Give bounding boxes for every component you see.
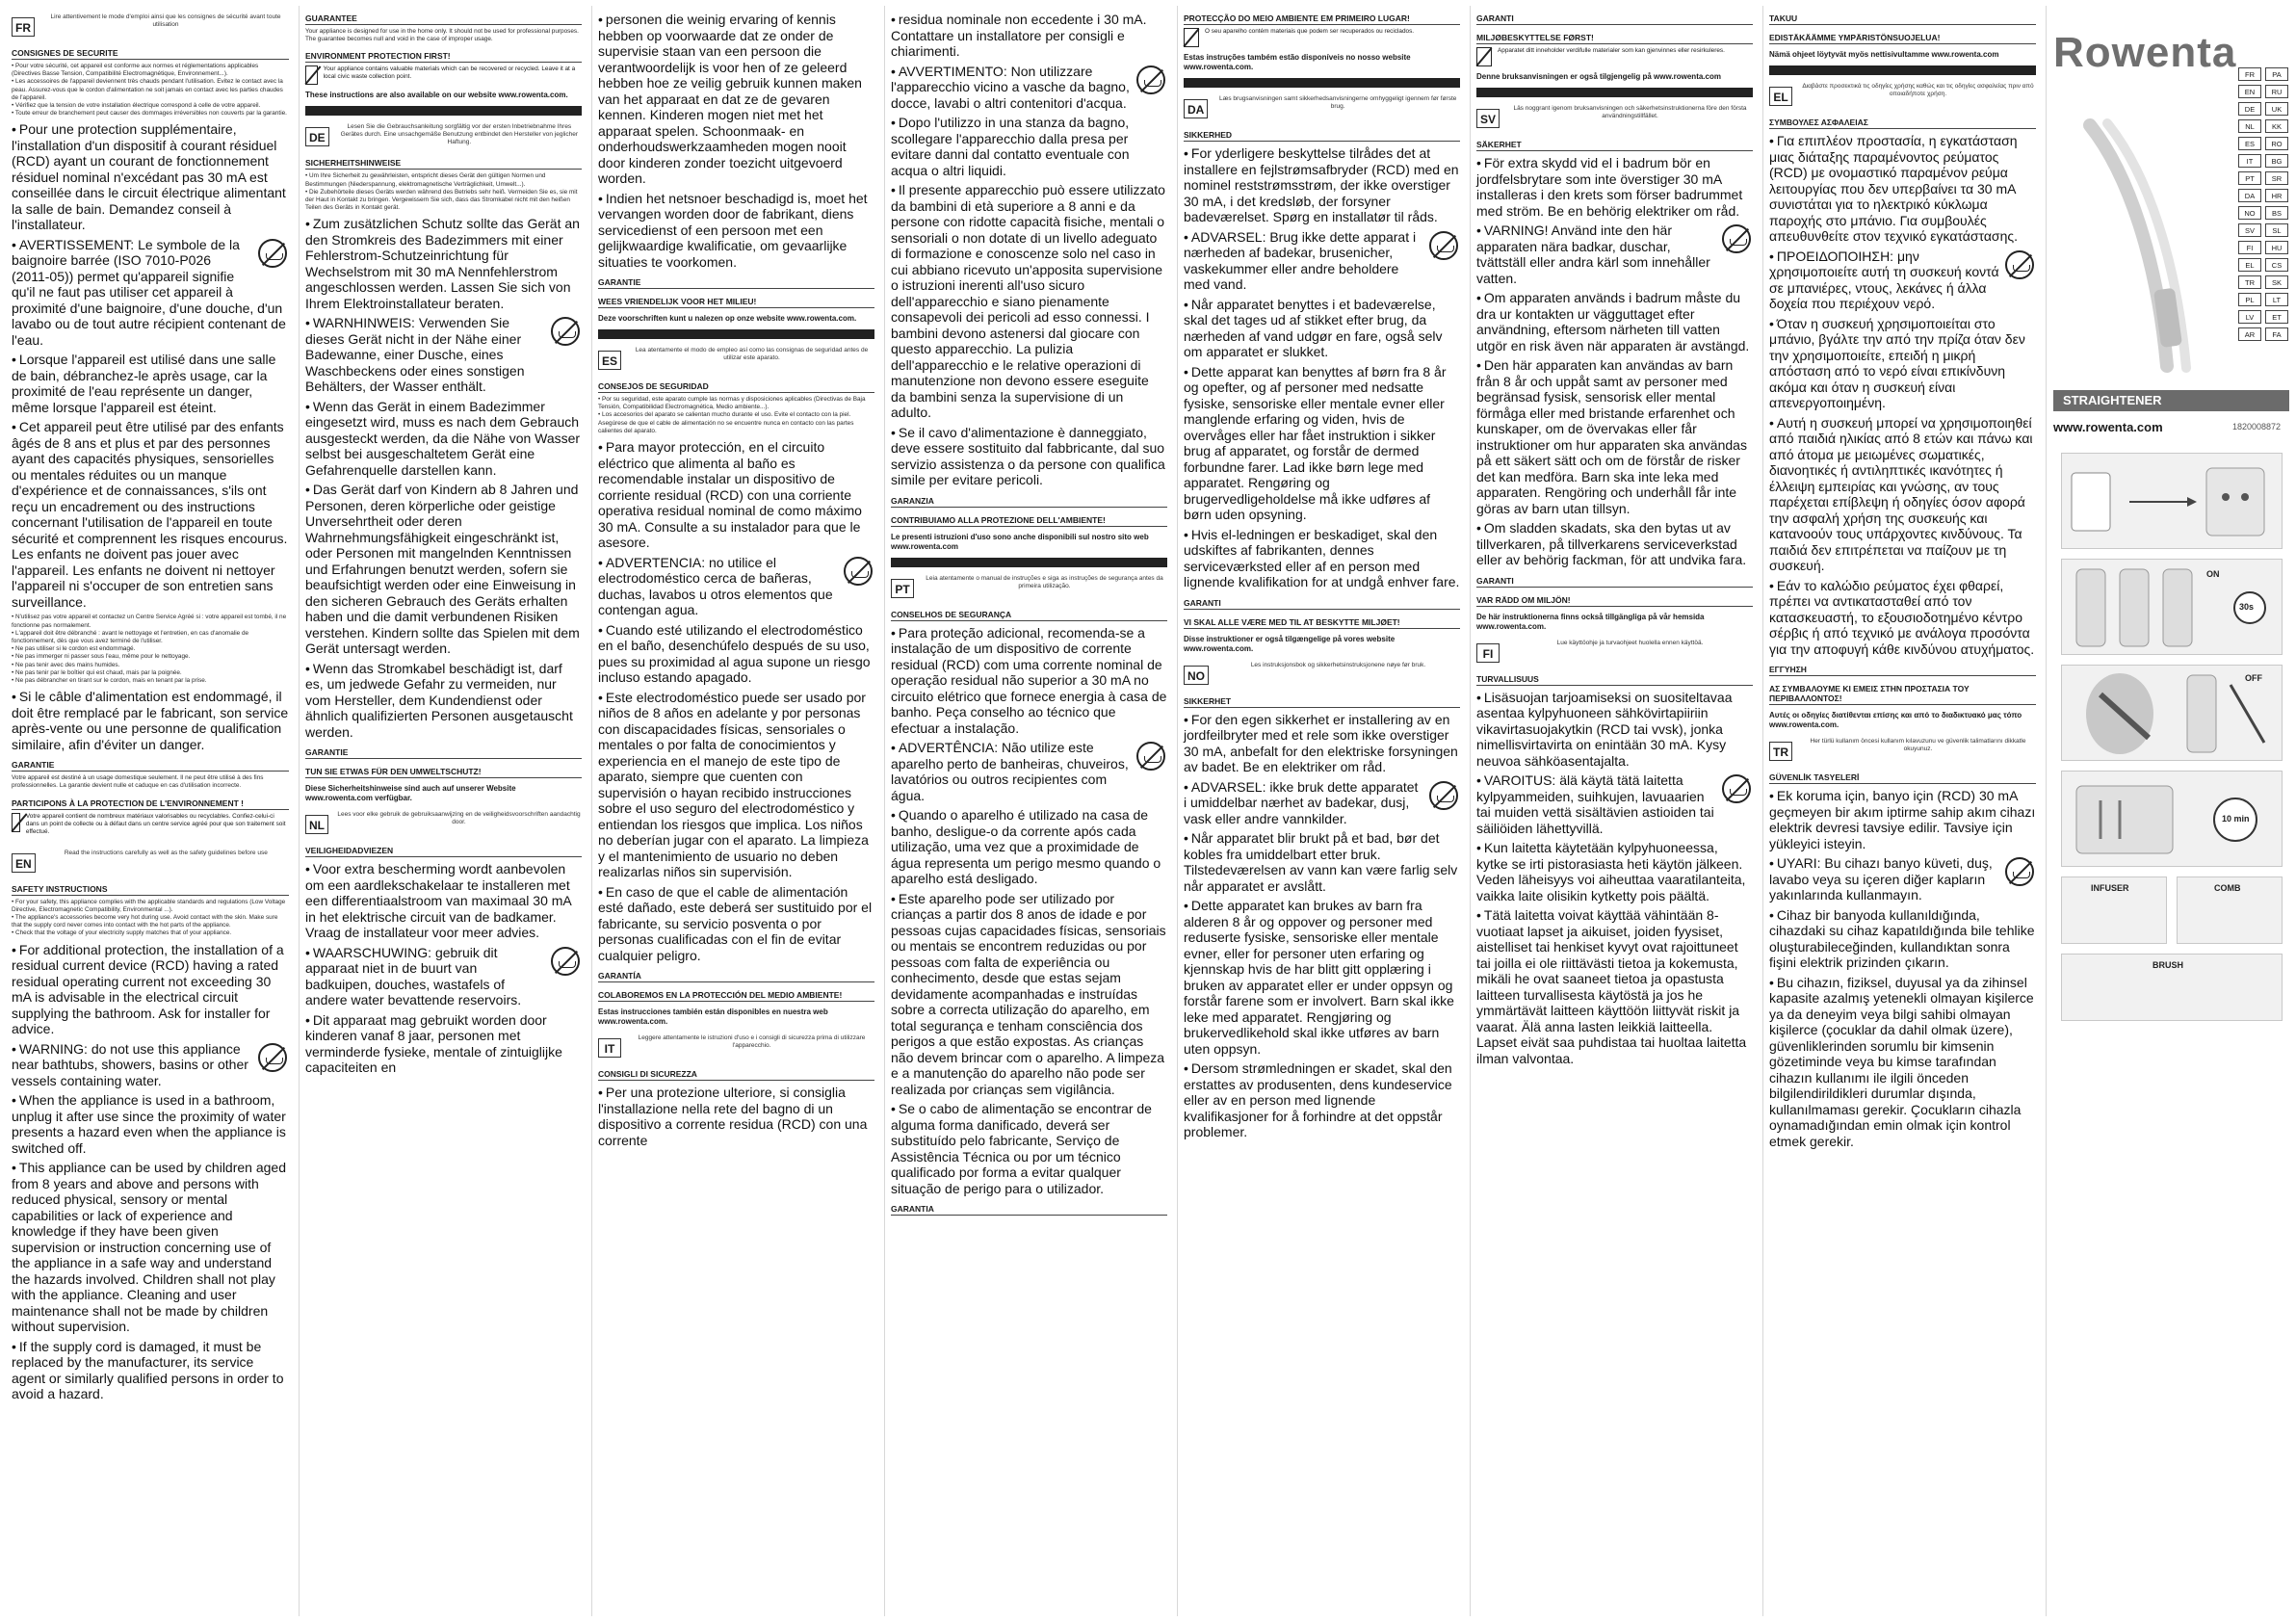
- language-code: UK: [2265, 102, 2288, 116]
- column-fr-en: [6, 6, 295, 1616]
- brand-logo: [2053, 29, 2236, 77]
- no-bath-icon: [844, 557, 873, 586]
- safety-title-pt: CONSELHOS DE SEGURANÇA: [891, 607, 1167, 621]
- web-line-en: These instructions are also available on our website www.rowenta.com.: [305, 91, 568, 100]
- brand-name: Rowenta: [2053, 29, 2237, 76]
- comb-label: COMB: [2214, 883, 2241, 893]
- intro-es: Lea atentamente el modo de empleo así como las consignas de seguridad antes de utilizar este aparato.: [635, 347, 869, 361]
- language-code: DE: [2238, 102, 2261, 116]
- lang-badge-fi: FI: [1476, 643, 1500, 663]
- language-code: FA: [2265, 327, 2288, 341]
- en-bullet-cord: • If the supply cord is damaged, it must be replaced by the manufacturer, its service agent or similarly qualified persons in order to avoid a hazard.: [12, 1339, 289, 1402]
- column-nl-es-it: [591, 6, 880, 1616]
- language-code: SL: [2265, 223, 2288, 237]
- figure-plug: [2061, 453, 2283, 549]
- it-bullet-rcd-cont: • residua nominale non eccedente i 30 mA. Contattare un installatore per consigli e chiarimenti.: [891, 12, 1167, 60]
- divider: [598, 329, 874, 339]
- fr-small-text-2: • N'utilisez pas votre appareil et contactez un Centre Service Agréé si : votre appareil est tombé, il ne fonctionne pas normalement. • L'appareil doit être débranché : avant le nettoyage et l'entretien, en cas d'anomalie de fonctionnement, dès que vous avez terminé de l'utiliser. • Ne pas utiliser si le cordon est endommagé. • Ne pas immerger ni passer sous l'eau, même pour le nettoyage. • Ne pas tenir avec des mains humides. • Ne pas tenir par le boîtier qui est chaud, mais par la poignée. • Ne pas débrancher en tirant sur le cordon, mais en tenant par la prise.: [12, 614, 287, 685]
- language-code: IT: [2238, 154, 2261, 168]
- no-bullet-rcd: • For den egen sikkerhet er installering av en jordfeilbryter med et rele som ikke overstiger 30 mA, anbefalt for den elektriske forsyningen av badet. Be en elektriker om råd.: [1184, 712, 1460, 775]
- env-title-el: ΑΣ ΣΥΜΒΑΛΟΥΜΕ ΚΙ ΕΜΕΙΣ ΣΤΗΝ ΠΡΟΣΤΑΣΙΑ ΤΟΥ ΠΕΡΙΒΑΛΛΟΝΤΟΣ!: [1769, 681, 2036, 705]
- da-bullet-unplug: • Når apparatet benyttes i et badeværelse, skal det tages ud af stikket efter brug, da nærheden af vand udgør en fare, også selv om apparatet er slukket.: [1184, 297, 1460, 360]
- de-bullet-warning: • WARNHINWEIS: Verwenden Sie dieses Gerät nicht in der Nähe einer Badewanne, einer Dusche, eines Waschbeckens oder eines sonstigen Behälters, der Wasser enthält.: [305, 315, 582, 395]
- web-line-da: Disse instruktioner er også tilgængelige på vores website www.rowenta.com.: [1184, 634, 1396, 653]
- lang-badge-es: ES: [598, 351, 621, 370]
- en-small-text: • For your safety, this appliance complies with the applicable standards and regulations (Low Voltage Directive, Electromagnetic Compatibility, Environmental ...). • The appliance's accessories become very hot during use. Avoid contact with the skin. Make sure that the supply cord never comes into contact with the hot parts of the appliance. • Check that the voltage of your electricity supply matches that of your appliance.: [12, 898, 286, 937]
- language-code: FR: [2238, 67, 2261, 81]
- fr-guarantee-text: Votre appareil est destiné à un usage domestique seulement. Il ne peut être utilisé à des fins professionnelles. La garantie devient nulle et caduque en cas d'utilisation incorrecte.: [12, 774, 264, 790]
- sv-bullet-unplug: • Om apparaten används i badrum måste du dra ur kontakten ur vägguttaget efter användning, eftersom närheten till vatten utgör en risk även när apparaten är avstängd.: [1476, 290, 1753, 353]
- intro-tr: Her türlü kullanım öncesi kullanım kılavuzunu ve güvenlik talimatlarını dikkatle okuyunuz.: [1810, 738, 2026, 752]
- lang-badge-sv: SV: [1476, 109, 1500, 128]
- language-code: LV: [2238, 310, 2261, 324]
- lang-badge-tr: TR: [1769, 742, 1792, 761]
- es-bullet-warning: • ADVERTENCIA: no utilice el electrodoméstico cerca de bañeras, duchas, lavabos u otros elementos que contengan agua.: [598, 555, 874, 618]
- de-bullet-rcd: • Zum zusätzlichen Schutz sollte das Gerät an den Stromkreis des Badezimmers mit einer Fehlerstrom-Schutzeinrichtung für Wechselstrom mit 30 mA Nennfehlerstrom angeschlossen werden. Lassen Sie sich von Ihrem Elektroinstallateur beraten.: [305, 216, 582, 311]
- intro-it: Leggere attentamente le istruzioni d'uso e i consigli di sicurezza prima di utilizzare l'apparecchio.: [638, 1034, 866, 1050]
- da-bullet-children: • Dette apparat kan benyttes af børn fra 8 år og opefter, og af personer med nedsatte fysiske, sensoriske eller mentale evner eller manglende erfaring og viden, hvis de overvåges eller har fået instruktion i sikker brug af apparatet, og forstår de dermed forbundne farer. Lad ikke børn lege med apparatet. Rengøring og brugervedligeholdelse må ikke udføres af børn uden opsyning.: [1184, 364, 1460, 523]
- pt-bullet-cord: • Se o cabo de alimentação se encontrar de alguma forma danificado, deverá ser substituído pelo fabricante, Serviço de Assistência Técnica ou por um técnico qualificado por forma a evitar qualquer situação de perigo para o utilizador.: [891, 1101, 1167, 1196]
- intro-el: Διαβάστε προσεκτικά τις οδηγίες χρήσης καθώς και τις οδηγίες ασφαλείας πριν από οποιαδήποτε χρήση.: [1802, 83, 2034, 97]
- language-code: DA: [2238, 189, 2261, 202]
- column-fi-el-tr: [1762, 6, 2042, 1616]
- it-bullet-warning: • AVVERTIMENTO: Non utilizzare l'apparecchio vicino a vasche da bagno, docce, lavabi o altri contenitori d'acqua.: [891, 64, 1167, 112]
- guarantee-title-fi: TAKUU: [1769, 11, 2036, 25]
- straightener-illustration: [2051, 116, 2225, 385]
- en-env-row: Your appliance contains valuable materials which can be recovered or recycled. Leave it at a local civic waste collection point.: [305, 65, 582, 85]
- el-bullet-rcd: • Για επιπλέον προστασία, η εγκατάσταση μιας διάταξης παραμένοντος ρεύματος (RCD) με ονομαστικό παραμένον ρεύμα λειτουργίας που δεν υπερβαίνει τα 30 mA συνιστάται για το ηλεκτρικό κύκλωμα παροχής στο μπάνιο. Για συμβουλές απευθυνθείτε στον τεχνικό εγκατάστασης.: [1769, 133, 2036, 245]
- lang-badge-no: NO: [1184, 666, 1209, 685]
- language-code: TR: [2238, 275, 2261, 289]
- de-bullet-cord: • Wenn das Stromkabel beschädigt ist, darf es, um jedwede Gefahr zu vermeiden, nur vom Hersteller, dem Kundendienst oder ähnlich qualifizierten Personen ausgetauscht werden.: [305, 661, 582, 741]
- cooldown-time-label: 10 min: [2222, 814, 2250, 824]
- language-code: RU: [2265, 85, 2288, 98]
- recycle-bin-icon: [1476, 47, 1492, 66]
- lang-badge-nl: NL: [305, 815, 328, 834]
- tr-bullet-warning: • UYARI: Bu cihazı banyo küveti, duş, lavabo veya su içeren diğer kapların yakınlarında kullanmayın.: [1769, 855, 2036, 903]
- column-it-pt: [884, 6, 1173, 1616]
- no-bath-icon: [551, 947, 580, 976]
- en-bullet-children: • This appliance can be used by children aged from 8 years and above and persons with reduced physical, sensory or mental capabilities or lack of experience and knowledge if they have been given supervision or instruction concerning use of the appliance in a safe way and understand the hazards involved. Children shall not play with the appliance. Cleaning and user maintenance shall not be made by children without supervision.: [12, 1160, 289, 1335]
- column-en-de-nl: [299, 6, 587, 1616]
- da-bullet-rcd: • For yderligere beskyttelse tilrådes det at installere en fejlstrømsafbryder (RCD) med en nominel reststrømsstrøm, der ikke overstiger 30 mA, i det kredsløb, der forsyner badeværelset. Spørg en installatør til råds.: [1184, 145, 1460, 225]
- es-small-text: • Por su seguridad, este aparato cumple las normas y disposiciones aplicables (Directivas de Baja Tensión, Compatibilidad Electromagnética, Medio ambiente...). • Los accesorios del aparato se calientan mucho durante el uso. Evite el contacto con la piel. Asegúrese de que el cable de alimentación no se encuentre nunca en contacto con las partes calientes del aparato.: [598, 396, 866, 434]
- tr-bullet-rcd: • Ek koruma için, banyo için (RCD) 30 mA geçmeyen bir akım iptirme sahip akım cihazı elektrik devresi tavsiye edilir. Tavsiye için yükleyici isteyin.: [1769, 788, 2036, 851]
- fr-bullet-unplug: • Lorsque l'appareil est utilisé dans une salle de bain, débranchez-le après usage, car la proximité de l'eau représente un danger, même lorsque l'appareil est éteint.: [12, 352, 289, 415]
- guarantee-title-de: GARANTIE: [305, 745, 582, 759]
- da-bullet-cord: • Hvis el-ledningen er beskadiget, skal den udskiftes af fabrikanten, dennes serviceværksted eller af en person med lignende kvalifikation for at undgå enhver fare.: [1184, 527, 1460, 590]
- web-line-pt: Estas instruções também estão disponíveis no nosso website www.rowenta.com.: [1184, 53, 1411, 71]
- language-code: EN: [2238, 85, 2261, 98]
- infuser-label: INFUSER: [2091, 883, 2129, 893]
- figure-comb: [2177, 876, 2283, 944]
- guarantee-title-no: GARANTI: [1476, 11, 1753, 25]
- lang-badge-de: DE: [305, 127, 329, 146]
- guarantee-text-en: Your appliance is designed for use in the home only. It should not be used for professional purposes. The guarantee becomes null and void in the case of improper usage.: [305, 28, 579, 43]
- cover-url: www.rowenta.com: [2053, 420, 2163, 434]
- no-bath-icon: [1136, 65, 1165, 94]
- intro-pt: Leia atentamente o manual de instruções e siga as instruções de segurança antes da primeira utilização.: [926, 574, 1163, 589]
- figure-use: [2061, 665, 2283, 761]
- safety-title-el: ΣΥΜΒΟΥΛΕΣ ΑΣΦΑΛΕΙΑΣ: [1769, 115, 2036, 129]
- safety-title-fi: TURVALLISUUS: [1476, 671, 1753, 686]
- column-no-sv-fi: [1470, 6, 1759, 1616]
- language-code: SK: [2265, 275, 2288, 289]
- env-title-de: TUN SIE ETWAS FÜR DEN UMWELTSCHUTZ!: [305, 764, 582, 778]
- fr-env-row: Votre appareil contient de nombreux matériaux valorisables ou recyclables. Confiez-celui-ci dans un point de collecte ou à défaut dans un centre service agréé pour que son traitement soit effectué.: [12, 813, 289, 836]
- sv-bullet-warning: • VARNING! Använd inte den här apparaten nära badkar, duschar, tvättställ eller andra kärl som innehåller vatten.: [1476, 222, 1753, 286]
- el-bullet-children: • Αυτή η συσκευή μπορεί να χρησιμοποιηθεί από παιδιά ηλικίας από 8 ετών και πάνω και από άτομα με μειωμένες σωματικές, διανοητικές ή αντιληπτικές ικανότητες ή έλλειψη εμπειρίας και γνώσης, αν τους παρέχεται επίβλεψη ή οδηγίες όσον αφορά την ασφαλή χρήση της συσκευής και κατανοούν τους υπάρχοντες κινδύνους. Τα παιδιά δεν επιτρέπεται να παίζουν με τη συσκευή.: [1769, 415, 2036, 574]
- es-bullet-rcd: • Para mayor protección, en el circuito eléctrico que alimenta al baño es recomendable instalar un dispositivo de corriente residual (RCD) con una corriente operativa residual nominal de como máximo 30 mA. Consulte a su instalador para que le asesore.: [598, 439, 874, 551]
- el-bullet-cord: • Εάν το καλώδιο ρεύματος έχει φθαρεί, πρέπει να αντικατασταθεί από τον κατασκευαστή, το εξουσιοδοτημένο κέντρο σέρβις ή από τεχνικό με ανάλογα προσόντα για την αποφυγή κάθε κινδύνου ατυχήματος.: [1769, 578, 2036, 658]
- web-line-no: Denne bruksanvisningen er også tilgjengelig på www.rowenta.com: [1476, 72, 1721, 81]
- el-bullet-unplug: • Όταν η συσκευή χρησιμοποιείται στο μπάνιο, βγάλτε την από την πρίζα όταν δεν την χρησιμοποιείτε, επειδή η μικρή απόσταση από το νερό είναι επικίνδυνη ακόμα και όταν η συσκευή είναι απενεργοποιημένη.: [1769, 316, 2036, 411]
- no-bath-icon: [1722, 224, 1751, 253]
- safety-title-nl: VEILIGHEIDADVIEZEN: [305, 843, 582, 857]
- env-title-sv: VAR RÄDD OM MILJÖN!: [1476, 592, 1753, 607]
- guarantee-title-pt: GARANTIA: [891, 1201, 1167, 1216]
- intro-de: Lesen Sie die Gebrauchsanleitung sorgfältig vor der ersten Inbetriebnahme Ihres Gerätes durch. Eine unsachgemäße Benutzung entbindet den Hersteller von jeglicher Haftung.: [340, 123, 579, 146]
- de-small-text: • Um Ihre Sicherheit zu gewährleisten, entspricht dieses Gerät den gültigen Normen und Bestimmungen (Niederspannung, elektromagnetische Verträglichkeit, Umwelt...). • Die Zubehörteile dieses Geräts werden während des Betriebs sehr heiß. Vermeiden Sie es, sie mit der Haut in Kontakt zu bringen. Vergewissern Sie sich, dass das Stromkabel nicht mit den heißen Teilen des Geräts in Kontakt gerät.: [305, 172, 578, 212]
- lang-badge-it: IT: [598, 1038, 621, 1058]
- no-bath-icon: [1429, 231, 1458, 260]
- web-line-sv: De här instruktionerna finns också tillgängliga på vår hemsida www.rowenta.com.: [1476, 612, 1705, 631]
- guarantee-title-es: GARANTÍA: [598, 968, 874, 982]
- divider: [305, 106, 582, 116]
- no-bullet-cord: • Dersom strømledningen er skadet, skal den erstattes av produsenten, dens kundeservice eller av en person med lignende kvalifikasjoner for å forhindre at det oppstår problemer.: [1184, 1060, 1460, 1140]
- tr-bullet-children: • Bu cihazın, fiziksel, duyusal ya da zihinsel kapasite azalmış yetenekli olmayan kişilerce ya da deneyim veya bilgi sahibi olmayan kişilerce (çocuklar da dahil olmak üzere), güvenliklerinden sorumlu bir kimsenin gözetiminde veya bu kimse tarafından cihazın kullanımı ile ilgili önceden bilgilendirildikleri durumlar dışında, kullanılmaması gerekir. Çocukların cihazla oynamadığından emin olmak için kontrol etmek gerekir.: [1769, 975, 2036, 1150]
- no-bath-icon: [258, 239, 287, 268]
- fi-bullet-unplug: • Kun laitetta käytetään kylpyhuoneessa, kytke se irti pistorasiasta heti käytön jälkeen. Veden läheisyys voi aiheuttaa vaaratilanteita, vaikka laite olisikin kytketty pois päältä.: [1476, 840, 1753, 903]
- tr-bullet-unplug: • Cihaz bir banyoda kullanıldığında, cihazdaki su cihaz kapatıldığında bile tehlike oluşturabileceğinden, kullandıktan sonra fişini elektrik prizinden çıkarın.: [1769, 907, 2036, 971]
- intro-en: Read the instructions carefully as well as the safety guidelines before use: [64, 849, 268, 856]
- cooldown-illustration: [2062, 772, 2283, 868]
- it-bullet-unplug: • Dopo l'utilizzo in una stanza da bagno, scollegare l'apparecchio dalla presa per evitare danni dal contatto eventuale con acqua o altri liquidi.: [891, 115, 1167, 178]
- language-code: LT: [2265, 293, 2288, 306]
- safety-title-it: CONSIGLI DI SICUREZZA: [598, 1066, 874, 1081]
- guarantee-title-sv: GARANTI: [1476, 573, 1753, 588]
- guarantee-title-da: GARANTI: [1184, 595, 1460, 610]
- off-label: OFF: [2245, 673, 2262, 683]
- safety-title-tr: GÜVENLİK TASYELERİ: [1769, 770, 2036, 784]
- language-code: RO: [2265, 137, 2288, 150]
- env-title-nl: WEES VRIENDELIJK VOOR HET MILIEU!: [598, 294, 874, 308]
- lang-badge-en: EN: [12, 853, 36, 873]
- divider: [1184, 78, 1460, 88]
- web-line-de: Diese Sicherheitshinweise sind auch auf unserer Website www.rowenta.com verfügbar.: [305, 784, 516, 803]
- guarantee-title-el: ΕΓΓΥΗΣΗ: [1769, 662, 2036, 676]
- da-bullet-warning: • ADVARSEL: Brug ikke dette apparat i nærheden af badekar, brusenicher, vaskekummer eller andre beholdere med vand.: [1184, 229, 1460, 293]
- column-pt-da-no: [1177, 6, 1466, 1616]
- plug-illustration: [2062, 454, 2283, 550]
- web-line-nl: Deze voorschriften kunt u nalezen op onze website www.rowenta.com.: [598, 314, 857, 323]
- env-title-it: CONTRIBUIAMO ALLA PROTEZIONE DELL'AMBIENTE!: [891, 512, 1167, 527]
- no-bath-icon: [2005, 250, 2034, 279]
- product-title: STRAIGHTENER: [2053, 390, 2289, 411]
- no-bath-icon: [1429, 781, 1458, 810]
- language-code: EL: [2238, 258, 2261, 272]
- no-bullet-children: • Dette apparatet kan brukes av barn fra alderen 8 år og oppover og personer med reduserte fysiske, sensoriske eller mentale evner, eller for personer uten erfaring og kjennskap hvis de har blitt gitt opplæring i bruken av apparatet eller er under oppsyn og forstår farene som er involvert. Barn skal ikke leke med apparatet. Rengjøring og brukervedlikehold skal ikke utføres av barn uten oppsyn.: [1184, 898, 1460, 1057]
- fi-bullet-children: • Tätä laitetta voivat käyttää vähintään 8-vuotiaat lapset ja aikuiset, joiden fyysiset, aistelliset tai henkiset kyvyt ovat rajoittuneet tai joilla ei ole riittävästi tietoa ja kokemusta, mikäli he ovat saaneet tietoa ja opastusta laitteen turvallisesta käytöstä ja jos he ymmärtävät laitteen käyttöön liittyvät riskit ja vaarat. Älä anna lasten leikkiä laitteella. Lapset eivät saa puhdistaa tai huoltaa laitetta ilman valvontaa.: [1476, 907, 1753, 1066]
- env-title-en: ENVIRONMENT PROTECTION FIRST!: [305, 48, 582, 63]
- language-code: SR: [2265, 171, 2288, 185]
- language-code: ES: [2238, 137, 2261, 150]
- lang-badge-da: DA: [1184, 99, 1208, 118]
- nl-bullet-rcd: • Voor extra bescherming wordt aanbevolen om een aardlekschakelaar te installeren met een differentiaalstroom van maximaal 30 mA in het elektrische circuit van de badkamer. Vraag de installateur voor meer advies.: [305, 861, 582, 941]
- en-bullet-rcd: • For additional protection, the installation of a residual current device (RCD) having a rated residual operating current not exceeding 30 mA is advisable in the electrical circuit supplying the bathroom. Ask for installer for advice.: [12, 942, 289, 1037]
- figure-infuser: [2061, 876, 2167, 944]
- safety-title-sv: SÄKERHET: [1476, 137, 1753, 151]
- pt-env-row: O seu aparelho contém materiais que podem ser recuperados ou reciclados.: [1184, 28, 1460, 47]
- en-bullet-warning: • WARNING: do not use this appliance near bathtubs, showers, basins or other vessels containing water.: [12, 1041, 289, 1089]
- language-code: BG: [2265, 154, 2288, 168]
- fr-bullet-rcd: • Pour une protection supplémentaire, l'installation d'un dispositif à courant résiduel (RCD) ayant un courant de fonctionnement résiduel nominal n'excédant pas 30 mA est conseillée dans le circuit électrique alimentant la salle de bain. Demandez conseil à l'installateur.: [12, 121, 289, 233]
- pt-bullet-unplug: • Quando o aparelho é utilizado na casa de banho, desligue-o da corrente após cada utilização, uma vez que a proximidade de água representa um perigo mesmo quando o aparelho está desligado.: [891, 807, 1167, 887]
- intro-fi: Lue käyttöohje ja turvaohjeet huolella ennen käyttöä.: [1556, 639, 1704, 646]
- env-title-da: VI SKAL ALLE VÆRE MED TIL AT BESKYTTE MILJØET!: [1184, 615, 1460, 629]
- language-code: PL: [2238, 293, 2261, 306]
- guarantee-title-nl: GARANTIE: [598, 275, 874, 289]
- recycle-bin-icon: [305, 65, 318, 85]
- safety-title-es: CONSEJOS DE SEGURIDAD: [598, 379, 874, 393]
- no-env-row: Apparatet ditt inneholder verdifulle materialer som kan gjenvinnes eller resirkuleres.: [1476, 47, 1753, 66]
- intro-nl: Lees voor elke gebruik de gebruiksaanwijzing en de veiligheidsvoorschriften aandachtig door.: [337, 811, 581, 826]
- figure-on: [2061, 559, 2283, 655]
- safety-title-no: SIKKERHET: [1184, 693, 1460, 708]
- es-bullet-unplug: • Cuando esté utilizando el electrodoméstico en el baño, desenchúfelo después de su uso, pues su proximidad al agua supone un riesgo incluso estando apagado.: [598, 622, 874, 686]
- nl-bullet-children-cont: • personen die weinig ervaring of kennis hebben op voorwaarde dat ze onder de supervisie staan van een persoon die verantwoordelijk is voor hen of ze geleerd hebben hoe ze veilig gebruik kunnen maken van het apparaat en dat ze de gevaren kennen. Kinderen mogen niet met het apparaat spelen. Schoonmaak- en onderhoudswerkzaamheden mogen nooit door kinderen zonder toezicht uitgevoerd worden.: [598, 12, 874, 187]
- language-code: NO: [2238, 206, 2261, 220]
- instruction-figures: [2061, 453, 2292, 1031]
- intro-fr: Lire attentivement le mode d'emploi ainsi que les consignes de sécurité avant toute utilisation: [50, 13, 281, 28]
- fr-small-text: • Pour votre sécurité, cet appareil est conforme aux normes et réglementations applicables (Directives Basse Tension, Compatibilité Electromagnétique, Environnement...). • Les accessoires de l'appareil deviennent très chauds pendant l'utilisation. Evitez le contact avec la peau. Assurez-vous que le cordon d'alimentation ne soit jamais en contact avec les parties chaudes de l'appareil. • Vérifiez que la tension de votre installation électrique correspond à celle de votre appareil. • Toute erreur de branchement peut causer des dommages irréversibles non couverts par la garantie.: [12, 63, 287, 118]
- recycle-bin-icon: [12, 813, 20, 832]
- es-bullet-children: • Este electrodoméstico puede ser usado por niños de 8 años en adelante y por personas con discapacidades físicas, sensoriales o mentales o por falta de conocimientos y experiencia en el manejo de este tipo de aparato, siempre que cuenten con supervisión o hayan recibido instrucciones sobre el uso seguro del electrodoméstico y entiendan los riesgos que implica. Los niños no deberían jugar con el aparato. La limpieza y el mantenimiento de usuario no deben realizarlas niños sin supervisión.: [598, 690, 874, 880]
- lang-badge-el: EL: [1769, 87, 1792, 106]
- language-code: FI: [2238, 241, 2261, 254]
- language-code: ET: [2265, 310, 2288, 324]
- language-code: KK: [2265, 119, 2288, 133]
- language-code: HR: [2265, 189, 2288, 202]
- recycle-bin-icon: [1184, 28, 1199, 47]
- safety-title-da: SIKKERHED: [1184, 127, 1460, 142]
- de-bullet-children: • Das Gerät darf von Kindern ab 8 Jahren und Personen, deren körperliche oder geistige Unversehrtheit oder deren Wahrnehmungsfähigkeit eingeschränkt ist, oder Personen mit mangelnden Kenntnissen und Erfahrungen benutzt werden, sofern sie beaufsichtigt werden oder eine Einweisung in den sicheren Gebrauch des Geräts erhalten haben und die damit verbundenen Risiken verstehen. Kindern sollte das Spielen mit dem Gerät untersagt werden.: [305, 482, 582, 657]
- no-bath-icon: [551, 317, 580, 346]
- it-bullet-children: • Il presente apparecchio può essere utilizzato da bambini di età superiore a 8 anni e da persone con ridotte capacità fisiche, mentali o sensoriali o non dotate di un livello adeguato di formazione e conoscenze solo nel caso in cui abbiano ricevuto un'apposita supervisione o istruzioni inerenti all'uso sicuro dell'apparecchio e siano pienamente consapevoli dei pericoli ad esso connessi. I bambini devono astenersi dal giocare con questo apparecchio. La pulizia dell'apparecchio e le relative operazioni di manutenzione non devono essere eseguite da bambini senza la supervisione di un adulto.: [891, 182, 1167, 421]
- divider: [891, 558, 1167, 567]
- fi-bullet-rcd: • Lisäsuojan tarjoamiseksi on suositeltavaa asentaa kylpyhuoneen sähkövirtapiiriin vikavirtasuojakytkin (RCD tai vvsk), jonka nimellisvirtavirta on enintään 30 mA. Kysy neuvoa sähköasentajalta.: [1476, 690, 1753, 770]
- no-bullet-unplug: • Når apparatet blir brukt på et bad, bør det kobles fra umiddelbart etter bruk. Tilstedeværelsen av vann kan være farlig selv når apparatet er avslått.: [1184, 830, 1460, 894]
- web-line-it: Le presenti istruzioni d'uso sono anche disponibili sul nostro sito web www.rowenta.com: [891, 532, 1149, 551]
- pt-bullet-warning: • ADVERTÊNCIA: Não utilize este aparelho perto de banheiras, chuveiros, lavatórios ou outros recipientes com água.: [891, 740, 1167, 803]
- intro-no: Les instruksjonsbok og sikkerhetsinstruksjonene nøye før bruk.: [1250, 661, 1426, 668]
- guarantee-title-it: GARANZIA: [891, 493, 1167, 508]
- nl-bullet-warning: • WAARSCHUWING: gebruik dit apparaat niet in de buurt van badkuipen, douches, wastafels of andere water bevattende reservoirs.: [305, 945, 582, 1008]
- fr-bullet-cord: • Si le câble d'alimentation est endommagé, il doit être remplacé par le fabricant, son service après-vente ou une personne de qualification similaire, afin d'éviter un danger.: [12, 689, 289, 752]
- guarantee-title-en: GUARANTEE: [305, 11, 582, 25]
- sv-bullet-children: • Den här apparaten kan användas av barn från 8 år och uppåt samt av personer med begränsad fysisk, sensorisk eller mental förmåga eller med bristande erfarenhet och kunskaper, om de övervakas eller får instruktioner om hur apparaten ska användas på ett säkert sätt och om de förstår de risker det kan medföra. Barn ska inte leka med apparaten. Rengöring och underhåll får inte göras av barn utan tillsyn.: [1476, 357, 1753, 516]
- nl-bullet-cord: • Indien het netsnoer beschadigd is, moet het vervangen worden door de fabrikant, diens servicedienst of een persoon met een gelijkwaardige kwalificatie, om gevaarlijke situaties te voorkomen.: [598, 191, 874, 271]
- web-line-el: Αυτές οι οδηγίες διατίθενται επίσης και από το διαδικτυακό μας τόπο www.rowenta.com.: [1769, 711, 2022, 729]
- divider: [1476, 88, 1753, 97]
- language-code: AR: [2238, 327, 2261, 341]
- intro-sv: Läs noggrant igenom bruksanvisningen och säkerhetsinstruktionerna före den första användningstillfället.: [1513, 105, 1747, 119]
- el-bullet-warning: • ΠΡΟΕΙΔΟΠΟΙΗΣΗ: μην χρησιμοποιείτε αυτή τη συσκευή κοντά σε μπανιέρες, ντους, λεκάνες ή άλλα δοχεία που περιέχουν νερό.: [1769, 249, 2036, 312]
- it-bullet-cord: • Se il cavo d'alimentazione è danneggiato, deve essere sostituito dal fabbricante, dal suo servizio assistenza o da persone con qualifica simile per evitare pericoli.: [891, 425, 1167, 488]
- divider: [1769, 65, 2036, 75]
- guarantee-title-fr: GARANTIE: [12, 757, 289, 772]
- lang-badge-fr: FR: [12, 17, 35, 37]
- pt-bullet-rcd: • Para proteção adicional, recomenda-se a instalação de um dispositivo de corrente residual (RCD) com uma corrente nominal de operação residual não superior a 30 mA no circuito elétrico que fornece energia à casa de banho. Peça conselho ao técnico que efectuar a instalação.: [891, 625, 1167, 737]
- web-line-fi: Nämä ohjeet löytyvät myös nettisivultamme www.rowenta.com: [1769, 50, 1999, 59]
- no-bullet-warning: • ADVARSEL: ikke bruk dette apparatet i umiddelbar nærhet av badekar, dusj, vask eller andre vannkilder.: [1184, 779, 1460, 827]
- figure-brush: [2061, 954, 2283, 1021]
- env-title-no: MILJØBESKYTTELSE FØRST!: [1476, 30, 1753, 44]
- brush-label: BRUSH: [2152, 960, 2184, 970]
- no-bath-icon: [1136, 742, 1165, 771]
- timer-label: 30s: [2239, 602, 2255, 612]
- env-title-pt: PROTECÇÃO DO MEIO AMBIENTE EM PRIMEIRO LUGAR!: [1184, 11, 1460, 25]
- es-bullet-cord: • En caso de que el cable de alimentación esté dañado, este deberá ser sustituido por el fabricante, su servicio posventa o por personas cualificadas con el fin de evitar cualquier peligro.: [598, 884, 874, 964]
- en-bullet-unplug: • When the appliance is used in a bathroom, unplug it after use since the proximity of water presents a hazard even when the appliance is switched off.: [12, 1092, 289, 1156]
- fr-bullet-warning: • AVERTISSEMENT: Le symbole de la baignoire barrée (ISO 7010-P026 (2011-05)) permet qu'appareil signifie qu'il ne faut pas utiliser cet appareil à proximité d'une baignoire, d'une douche, d'un lavabo ou de tout autre récipient contenant de l'eau.: [12, 237, 289, 349]
- de-bullet-unplug: • Wenn das Gerät in einem Badezimmer eingesetzt wird, muss es nach dem Gebrauch ausgesteckt werden, da die Nähe von Wasser selbst bei ausgeschaltetem Gerät eine Gefahrenquelle darstellen kann.: [305, 399, 582, 479]
- sv-bullet-cord: • Om sladden skadats, ska den bytas ut av tillverkaren, på tillverkarens serviceverkstad eller av behörig fackman, för att undvika fara.: [1476, 520, 1753, 568]
- sv-bullet-rcd: • För extra skydd vid el i badrum bör en jordfelsbrytare som inte överstiger 30 mA installeras i den krets som förser badrummet med ström. Be en behörig elektriker om råd.: [1476, 155, 1753, 219]
- no-bath-icon: [2005, 857, 2034, 886]
- fi-bullet-warning: • VAROITUS: älä käytä tätä laitetta kylpyammeiden, suihkujen, lavuaarien tai muiden vettä sisältävien astioiden tai säiliöiden lähettyvillä.: [1476, 772, 1753, 836]
- nl-bullet-children: • Dit apparaat mag gebruikt worden door kinderen vanaf 8 jaar, personen met verminderde fysieke, mentale of zintuiglijke capaciteiten en: [305, 1012, 582, 1076]
- safety-title-en: SAFETY INSTRUCTIONS: [12, 881, 289, 896]
- on-label: ON: [2206, 569, 2220, 579]
- env-title-es: COLABOREMOS EN LA PROTECCIÓN DEL MEDIO AMBIENTE!: [598, 987, 874, 1002]
- intro-da: Læs brugsanvisningen samt sikkerhedsanvisningerne omhyggeligt igennem før første brug.: [1218, 95, 1457, 110]
- it-bullet-rcd: • Per una protezione ulteriore, si consiglia l'installazione nella rete del bagno di un dispositivo a corrente residua (RCD) con una corrente: [598, 1085, 874, 1148]
- safety-title-fr: CONSIGNES DE SECURITE: [12, 45, 289, 60]
- env-title-fi: EDISTÄKÄÄMME YMPÄRISTÖNSUOJELUA!: [1769, 30, 2036, 44]
- language-code: HU: [2265, 241, 2288, 254]
- figure-cooldown: [2061, 771, 2283, 867]
- language-code: BS: [2265, 206, 2288, 220]
- language-code: PT: [2238, 171, 2261, 185]
- language-list: [2238, 67, 2288, 341]
- web-line-es: Estas instrucciones también están disponibles en nuestra web www.rowenta.com.: [598, 1007, 828, 1027]
- language-code: CS: [2265, 258, 2288, 272]
- language-code: PA: [2265, 67, 2288, 81]
- no-bath-icon: [258, 1043, 287, 1072]
- product-code: 1820008872: [2232, 422, 2282, 432]
- pt-bullet-children: • Este aparelho pode ser utilizado por crianças a partir dos 8 anos de idade e por pessoas cujas capacidades físicas, sensoriais ou mentais se encontrem reduzidas ou por pessoas com falta de experiência ou conhecimento, desde que estas sejam devidamente acompanhadas e instruídas sobre a correcta utilização do aparelho, em total segurança e tenham consciência dos perigos a que estão expostas. As crianças não devem brincar com o aparelho. A limpeza e a manutenção do aparelho não pode ser realizada por crianças sem vigilância.: [891, 891, 1167, 1098]
- language-code: NL: [2238, 119, 2261, 133]
- no-bath-icon: [1722, 774, 1751, 803]
- fr-bullet-children: • Cet appareil peut être utilisé par des enfants âgés de 8 ans et plus et par des personnes ayant des capacités physiques, sensorielles ou mentales réduites ou un manque d'expérience et de connaissances, s'ils ont reçu un encadrement ou des instructions concernant l'utilisation de l'appareil en toute sécurité et comprennent les risques encourus. Les enfants ne doivent pas jouer avec l'appareil. Les enfants ne doivent ni nettoyer l'appareil ni s'occuper de son entretien sans surveillance.: [12, 419, 289, 610]
- safety-title-de: SICHERHEITSHINWEISE: [305, 155, 582, 170]
- env-title-fr: PARTICIPONS À LA PROTECTION DE L'ENVIRONNEMENT !: [12, 796, 289, 810]
- language-code: SV: [2238, 223, 2261, 237]
- lang-badge-pt: PT: [891, 579, 914, 598]
